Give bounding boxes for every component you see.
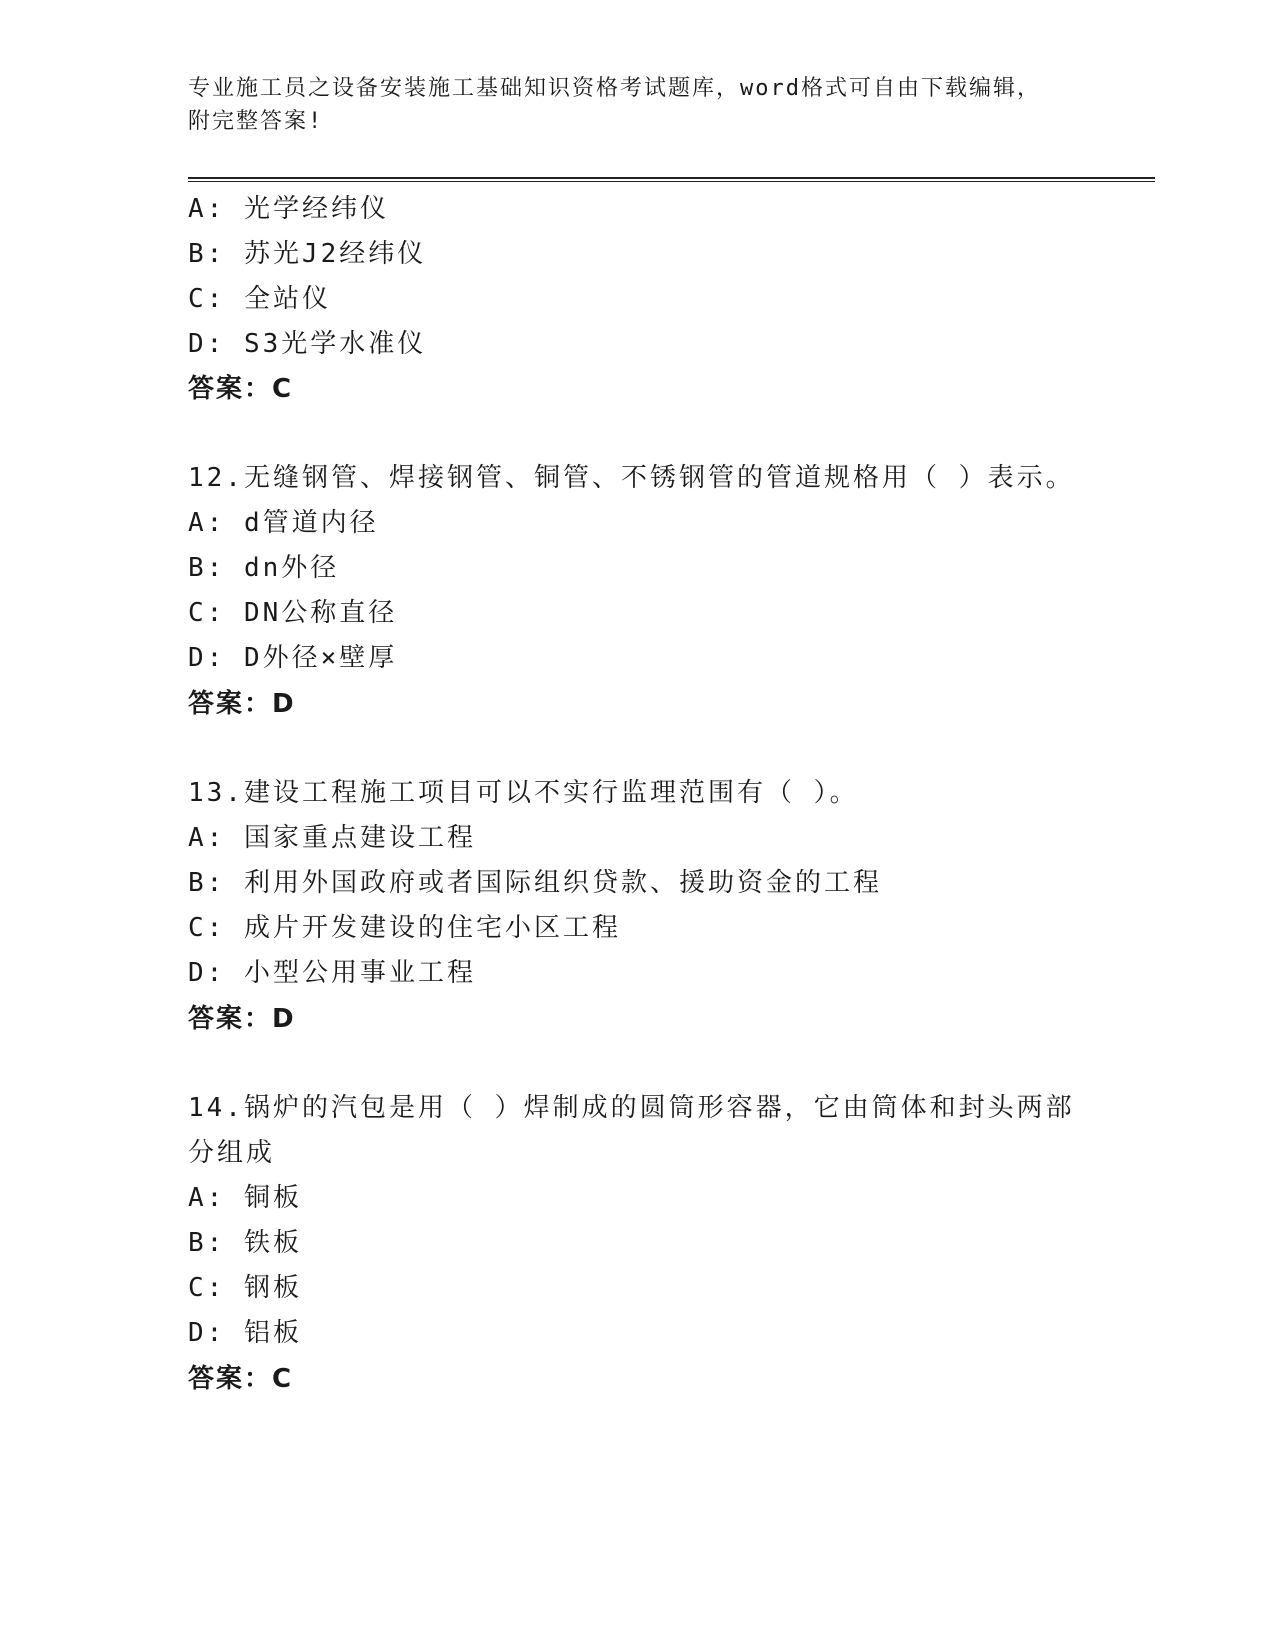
q13-answer: 答案：D xyxy=(188,1004,296,1034)
q11-option-b: B: 苏光J2经纬仪 xyxy=(188,239,427,269)
q12-question: 12.无缝钢管、焊接钢管、铜管、不锈钢管的管道规格用（ ）表示。 xyxy=(188,463,1075,493)
header-divider xyxy=(188,177,1155,182)
q11-option-c: C: 全站仪 xyxy=(188,284,331,314)
q11-option-a: A: 光学经纬仪 xyxy=(188,194,389,224)
q11-option-d: D: S3光学水准仪 xyxy=(188,329,427,359)
q12-option-d: D: D外径×壁厚 xyxy=(188,643,398,673)
q13-option-a: A: 国家重点建设工程 xyxy=(188,823,476,853)
q14-question-line-2: 分组成 xyxy=(188,1138,276,1168)
q14-option-a: A: 铜板 xyxy=(188,1183,302,1213)
q12-option-c: C: DN公称直径 xyxy=(188,598,398,628)
q14-option-c: C: 钢板 xyxy=(188,1273,302,1303)
q13-option-c: C: 成片开发建设的住宅小区工程 xyxy=(188,913,621,943)
q12-option-a: A: d管道内径 xyxy=(188,508,379,538)
q13-option-b: B: 利用外国政府或者国际组织贷款、援助资金的工程 xyxy=(188,868,882,898)
q14-answer: 答案：C xyxy=(188,1364,294,1394)
q14-option-d: D: 铝板 xyxy=(188,1318,302,1348)
q13-option-d: D: 小型公用事业工程 xyxy=(188,958,476,988)
document-header xyxy=(188,72,1088,138)
q14-question-line-1: 14.锅炉的汽包是用（ ）焊制成的圆筒形容器，它由筒体和封头两部 xyxy=(188,1093,1075,1123)
q12-option-b: B: dn外径 xyxy=(188,553,340,583)
q12-answer: 答案：D xyxy=(188,689,296,719)
q14-option-b: B: 铁板 xyxy=(188,1228,302,1258)
q13-question: 13.建设工程施工项目可以不实行监理范围有（ ）。 xyxy=(188,778,859,808)
q11-answer: 答案：C xyxy=(188,374,294,404)
header-line-1: 专业施工员之设备安装施工基础知识资格考试题库，word格式可自由下载编辑， xyxy=(188,76,1041,101)
header-line-2: 附完整答案! xyxy=(188,109,324,134)
